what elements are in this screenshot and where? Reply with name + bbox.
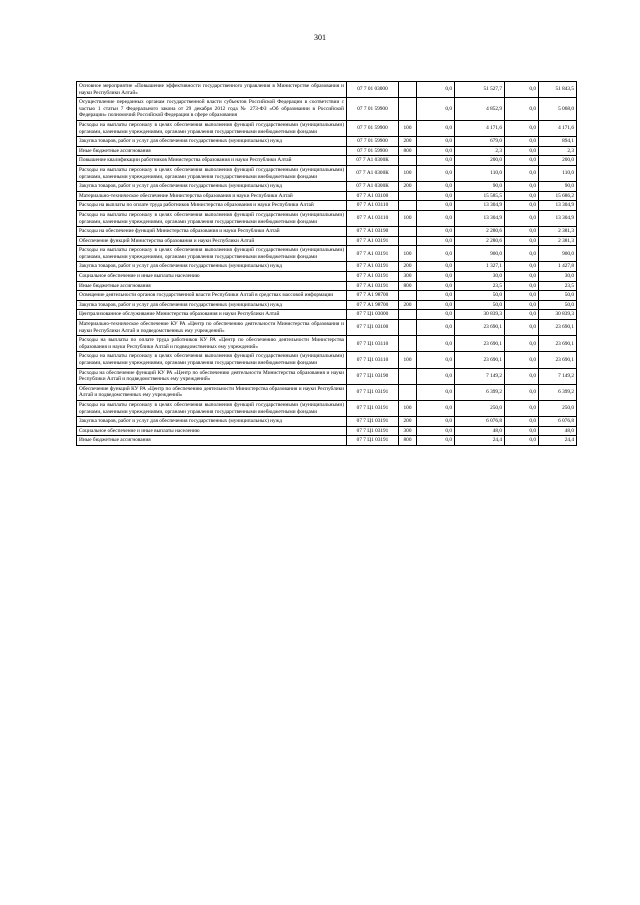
row-value-4-cell: 250,0 xyxy=(539,400,577,416)
row-value-3-cell: 0,0 xyxy=(505,368,539,384)
row-value-4-cell: 900,0 xyxy=(539,246,577,262)
row-value-1-cell: 0,0 xyxy=(417,400,455,416)
table-row xyxy=(77,165,577,181)
row-code-cell: 07 7 А1 0300К xyxy=(347,182,399,192)
table-row xyxy=(77,426,577,436)
row-expense-type-cell xyxy=(399,156,417,166)
row-value-4-cell: 90,0 xyxy=(539,182,577,192)
row-name-cell: Иные бюджетные ассигнования xyxy=(77,146,347,156)
row-expense-type-cell: 100 xyxy=(399,246,417,262)
row-code-cell: 07 7 01 03000 xyxy=(347,82,399,98)
table-row xyxy=(77,210,577,226)
row-expense-type-cell xyxy=(399,236,417,246)
row-value-4-cell: 51 843,5 xyxy=(539,82,577,98)
row-expense-type-cell xyxy=(399,201,417,211)
table-row xyxy=(77,120,577,136)
row-name-cell: Основное мероприятие «Повышение эффективности государственного управления в Министерстве образования и науки Республики Алтай» xyxy=(77,82,347,98)
table-row xyxy=(77,82,577,98)
row-code-cell: 07 7 А1 0300К xyxy=(347,165,399,181)
row-code-cell: 07 7 А1 03191 xyxy=(347,262,399,272)
table-row xyxy=(77,156,577,166)
row-value-3-cell: 0,0 xyxy=(505,146,539,156)
row-value-4-cell: 30 839,3 xyxy=(539,310,577,320)
row-value-2-cell: 15 585,5 xyxy=(455,191,505,201)
row-value-1-cell: 0,0 xyxy=(417,165,455,181)
row-code-cell: 07 7 А1 98700 xyxy=(347,300,399,310)
row-value-2-cell: 51 527,7 xyxy=(455,82,505,98)
row-value-3-cell: 0,0 xyxy=(505,227,539,237)
row-expense-type-cell: 300 xyxy=(399,272,417,282)
row-code-cell: 07 7 А1 03191 xyxy=(347,272,399,282)
row-value-3-cell: 0,0 xyxy=(505,384,539,400)
row-code-cell: 07 7 Ц1 03191 xyxy=(347,426,399,436)
row-value-2-cell: 30,0 xyxy=(455,272,505,282)
table-row xyxy=(77,236,577,246)
table-row xyxy=(77,262,577,272)
row-code-cell: 07 7 А1 03110 xyxy=(347,201,399,211)
row-name-cell: Освещение деятельности органов государственной власти Республики Алтай в средствах массовой информации xyxy=(77,291,347,301)
row-value-2-cell: 24,4 xyxy=(455,436,505,446)
table-row xyxy=(77,191,577,201)
table-row xyxy=(77,272,577,282)
row-value-2-cell: 13 304,9 xyxy=(455,201,505,211)
table-row xyxy=(77,291,577,301)
row-code-cell: 07 7 01 59900 xyxy=(347,120,399,136)
row-value-1-cell: 0,0 xyxy=(417,352,455,368)
row-value-3-cell: 0,0 xyxy=(505,210,539,226)
row-expense-type-cell: 100 xyxy=(399,210,417,226)
row-code-cell: 07 7 01 59900 xyxy=(347,98,399,121)
row-expense-type-cell xyxy=(399,227,417,237)
row-name-cell: Иные бюджетные ассигнования xyxy=(77,436,347,446)
row-value-2-cell: 900,0 xyxy=(455,246,505,262)
row-expense-type-cell xyxy=(399,98,417,121)
row-code-cell: 07 7 А1 03100 xyxy=(347,191,399,201)
row-name-cell: Расходы на выплаты персоналу в целях обеспечения выполнения функций государственными (муниципальными) органами, казенными учреждениями, органами управления государственными внебюджетными фондами xyxy=(77,210,347,226)
row-value-4-cell: 23 690,1 xyxy=(539,336,577,352)
row-name-cell: Расходы на выплаты персоналу в целях обеспечения выполнения функций государственными (муниципальными) органами, казенными учреждениями, органами управления государственными внебюджетными фондами xyxy=(77,400,347,416)
table-row xyxy=(77,300,577,310)
row-code-cell: 07 7 01 59900 xyxy=(347,146,399,156)
table-row xyxy=(77,246,577,262)
table-row xyxy=(77,310,577,320)
row-value-2-cell: 1 327,1 xyxy=(455,262,505,272)
row-value-1-cell: 0,0 xyxy=(417,146,455,156)
row-expense-type-cell xyxy=(399,368,417,384)
row-expense-type-cell xyxy=(399,310,417,320)
table-row xyxy=(77,98,577,121)
row-value-2-cell: 50,0 xyxy=(455,291,505,301)
row-value-1-cell: 0,0 xyxy=(417,98,455,121)
row-name-cell: Закупка товаров, работ и услуг для обеспечения государственных (муниципальных) нужд xyxy=(77,262,347,272)
row-value-1-cell: 0,0 xyxy=(417,300,455,310)
row-value-1-cell: 0,0 xyxy=(417,384,455,400)
row-value-4-cell: 4 171,6 xyxy=(539,120,577,136)
row-name-cell: Социальное обеспечение и иные выплаты населению xyxy=(77,272,347,282)
row-name-cell: Расходы на выплаты персоналу в целях обеспечения выполнения функций государственными (муниципальными) органами, казенными учреждениями, органами управления государственными внебюджетными фондами xyxy=(77,120,347,136)
row-value-1-cell: 0,0 xyxy=(417,201,455,211)
row-value-3-cell: 0,0 xyxy=(505,352,539,368)
row-name-cell: Иные бюджетные ассигнования xyxy=(77,281,347,291)
row-expense-type-cell xyxy=(399,191,417,201)
row-value-2-cell: 2 280,6 xyxy=(455,236,505,246)
row-value-2-cell: 679,0 xyxy=(455,137,505,147)
row-name-cell: Социальное обеспечение и иные выплаты населению xyxy=(77,426,347,436)
row-value-4-cell: 2 381,3 xyxy=(539,227,577,237)
row-value-3-cell: 0,0 xyxy=(505,436,539,446)
row-value-1-cell: 0,0 xyxy=(417,236,455,246)
row-code-cell: 07 7 Ц1 03191 xyxy=(347,417,399,427)
row-expense-type-cell xyxy=(399,384,417,400)
row-code-cell: 07 7 Ц1 03191 xyxy=(347,436,399,446)
row-expense-type-cell xyxy=(399,336,417,352)
row-value-1-cell: 0,0 xyxy=(417,426,455,436)
row-value-4-cell: 5 068,0 xyxy=(539,98,577,121)
row-name-cell: Закупка товаров, работ и услуг для обеспечения государственных (муниципальных) нужд xyxy=(77,300,347,310)
row-value-1-cell: 0,0 xyxy=(417,281,455,291)
row-value-1-cell: 0,0 xyxy=(417,262,455,272)
row-value-1-cell: 0,0 xyxy=(417,291,455,301)
table-row xyxy=(77,146,577,156)
row-value-3-cell: 0,0 xyxy=(505,320,539,336)
row-value-1-cell: 0,0 xyxy=(417,210,455,226)
row-value-4-cell: 2 381,3 xyxy=(539,236,577,246)
row-name-cell: Материально-техническое обеспечение Министерства образования и науки Республики Алтай xyxy=(77,191,347,201)
row-value-3-cell: 0,0 xyxy=(505,281,539,291)
table-row xyxy=(77,201,577,211)
row-value-2-cell: 2,3 xyxy=(455,146,505,156)
row-value-1-cell: 0,0 xyxy=(417,182,455,192)
row-expense-type-cell: 200 xyxy=(399,417,417,427)
row-name-cell: Повышение квалификации работников Министерства образования и науки Республики Алтай xyxy=(77,156,347,166)
table-row xyxy=(77,400,577,416)
row-expense-type-cell: 200 xyxy=(399,137,417,147)
row-code-cell: 07 7 Ц1 03100 xyxy=(347,320,399,336)
row-value-4-cell: 23 690,1 xyxy=(539,320,577,336)
row-name-cell: Расходы на выплаты персоналу в целях обеспечения выполнения функций государственными (муниципальными) органами, казенными учреждениями, органами управления государственными внебюджетными фондами xyxy=(77,246,347,262)
table-row xyxy=(77,336,577,352)
row-value-2-cell: 13 304,9 xyxy=(455,210,505,226)
row-value-3-cell: 0,0 xyxy=(505,137,539,147)
row-value-2-cell: 23,5 xyxy=(455,281,505,291)
row-expense-type-cell xyxy=(399,320,417,336)
row-value-4-cell: 24,4 xyxy=(539,436,577,446)
row-code-cell: 07 7 Ц1 03000 xyxy=(347,310,399,320)
row-value-3-cell: 0,0 xyxy=(505,165,539,181)
row-code-cell: 07 7 Ц1 03191 xyxy=(347,400,399,416)
row-value-3-cell: 0,0 xyxy=(505,246,539,262)
row-value-4-cell: 110,0 xyxy=(539,165,577,181)
row-name-cell: Обеспечение функций Министерства образования и науки Республики Алтай xyxy=(77,236,347,246)
table-row xyxy=(77,182,577,192)
row-name-cell: Расходы на выплаты по оплате труда работников Министерства образования и науки Республики Алтай xyxy=(77,201,347,211)
row-value-2-cell: 250,0 xyxy=(455,400,505,416)
row-value-3-cell: 0,0 xyxy=(505,426,539,436)
row-value-4-cell: 6 076,8 xyxy=(539,417,577,427)
row-name-cell: Расходы на обеспечение функций Министерства образования и науки Республики Алтай xyxy=(77,227,347,237)
row-value-1-cell: 0,0 xyxy=(417,336,455,352)
row-expense-type-cell: 800 xyxy=(399,146,417,156)
row-name-cell: Закупка товаров, работ и услуг для обеспечения государственных (муниципальных) нужд xyxy=(77,137,347,147)
row-value-2-cell: 23 690,1 xyxy=(455,320,505,336)
row-value-4-cell: 13 304,9 xyxy=(539,201,577,211)
row-value-3-cell: 0,0 xyxy=(505,156,539,166)
row-expense-type-cell: 100 xyxy=(399,120,417,136)
row-name-cell: Закупка товаров, работ и услуг для обеспечения государственных (муниципальных) нужд xyxy=(77,417,347,427)
table-row xyxy=(77,320,577,336)
row-value-4-cell: 23 690,1 xyxy=(539,352,577,368)
row-name-cell: Расходы на выплаты персоналу в целях обеспечения выполнения функций государственными (муниципальными) органами, казенными учреждениями, органами управления государственными внебюджетными фондами xyxy=(77,165,347,181)
row-value-3-cell: 0,0 xyxy=(505,272,539,282)
row-value-1-cell: 0,0 xyxy=(417,227,455,237)
row-value-2-cell: 90,0 xyxy=(455,182,505,192)
row-value-2-cell: 50,0 xyxy=(455,300,505,310)
row-value-2-cell: 200,0 xyxy=(455,156,505,166)
table-row xyxy=(77,417,577,427)
row-value-4-cell: 48,0 xyxy=(539,426,577,436)
row-value-4-cell: 200,0 xyxy=(539,156,577,166)
row-value-1-cell: 0,0 xyxy=(417,320,455,336)
row-code-cell: 07 7 А1 03110 xyxy=(347,210,399,226)
row-code-cell: 07 7 01 59900 xyxy=(347,137,399,147)
row-code-cell: 07 7 Ц1 03110 xyxy=(347,352,399,368)
row-value-3-cell: 0,0 xyxy=(505,300,539,310)
row-expense-type-cell: 300 xyxy=(399,426,417,436)
row-value-4-cell: 894,1 xyxy=(539,137,577,147)
row-expense-type-cell: 200 xyxy=(399,300,417,310)
row-value-1-cell: 0,0 xyxy=(417,310,455,320)
row-value-4-cell: 6 399,2 xyxy=(539,384,577,400)
row-value-2-cell: 23 690,1 xyxy=(455,352,505,368)
row-value-4-cell: 1 427,8 xyxy=(539,262,577,272)
row-value-2-cell: 23 690,1 xyxy=(455,336,505,352)
row-code-cell: 07 7 А1 98700 xyxy=(347,291,399,301)
row-value-3-cell: 0,0 xyxy=(505,417,539,427)
row-value-1-cell: 0,0 xyxy=(417,137,455,147)
row-code-cell: 07 7 А1 03190 xyxy=(347,227,399,237)
row-value-4-cell: 15 686,2 xyxy=(539,191,577,201)
row-value-2-cell: 2 280,6 xyxy=(455,227,505,237)
row-value-4-cell: 2,3 xyxy=(539,146,577,156)
table-row xyxy=(77,436,577,446)
row-expense-type-cell xyxy=(399,291,417,301)
row-value-3-cell: 0,0 xyxy=(505,236,539,246)
row-value-3-cell: 0,0 xyxy=(505,310,539,320)
row-expense-type-cell: 800 xyxy=(399,281,417,291)
table-body xyxy=(77,82,577,446)
row-value-3-cell: 0,0 xyxy=(505,191,539,201)
row-expense-type-cell: 200 xyxy=(399,182,417,192)
row-name-cell: Расходы на выплаты персоналу в целях обеспечения выполнения функций государственными (муниципальными) органами, казенными учреждениями, органами управления государственными внебюджетными фондами xyxy=(77,352,347,368)
row-value-4-cell: 50,0 xyxy=(539,291,577,301)
row-name-cell: Материально-техническое обеспечение КУ РА «Центр по обеспечению деятельности Министерства образования и науки Республики Алтай и подведомственных ему учреждений» xyxy=(77,320,347,336)
table-row xyxy=(77,227,577,237)
row-name-cell: Расходы на выплаты по оплате труда работников КУ РА «Центр по обеспечению деятельности Министерства образования и науки Республики Алтай и подведомственных ему учреждений» xyxy=(77,336,347,352)
row-value-2-cell: 6 076,8 xyxy=(455,417,505,427)
table-row xyxy=(77,137,577,147)
row-value-3-cell: 0,0 xyxy=(505,291,539,301)
row-value-2-cell: 7 149,2 xyxy=(455,368,505,384)
row-expense-type-cell: 100 xyxy=(399,400,417,416)
table-row xyxy=(77,352,577,368)
row-code-cell: 07 7 Ц1 03190 xyxy=(347,368,399,384)
row-value-3-cell: 0,0 xyxy=(505,400,539,416)
row-value-3-cell: 0,0 xyxy=(505,201,539,211)
row-value-3-cell: 0,0 xyxy=(505,182,539,192)
row-value-1-cell: 0,0 xyxy=(417,246,455,262)
row-value-3-cell: 0,0 xyxy=(505,120,539,136)
row-code-cell: 07 7 А1 03191 xyxy=(347,281,399,291)
row-expense-type-cell: 200 xyxy=(399,262,417,272)
row-value-4-cell: 13 304,9 xyxy=(539,210,577,226)
row-name-cell: Осуществление переданных органам государственной власти субъектов Российской Федерации в соответствии с частью 1 статьи 7 Федерального закона от 29 декабря 2012 года № 273-ФЗ «Об образовании в Российской Федерации» полномочий Российской Федерации в сфере образования xyxy=(77,98,347,121)
row-name-cell: Закупка товаров, работ и услуг для обеспечения государственных (муниципальных) нужд xyxy=(77,182,347,192)
row-value-1-cell: 0,0 xyxy=(417,417,455,427)
row-expense-type-cell: 100 xyxy=(399,352,417,368)
row-value-3-cell: 0,0 xyxy=(505,336,539,352)
row-value-1-cell: 0,0 xyxy=(417,82,455,98)
table-row xyxy=(77,368,577,384)
row-code-cell: 07 7 А1 03191 xyxy=(347,236,399,246)
row-value-1-cell: 0,0 xyxy=(417,272,455,282)
row-value-4-cell: 7 149,2 xyxy=(539,368,577,384)
row-name-cell: Централизованное обслуживание Министерства образования и науки Республики Алтай xyxy=(77,310,347,320)
row-value-2-cell: 48,0 xyxy=(455,426,505,436)
row-name-cell: Обеспечение функций КУ РА «Центр по обеспечению деятельности Министерства образования и науки Республики Алтай и подведомственных ему учреждений» xyxy=(77,384,347,400)
row-value-4-cell: 30,0 xyxy=(539,272,577,282)
page-number: 301 xyxy=(314,33,326,42)
table-row xyxy=(77,281,577,291)
row-code-cell: 07 7 Ц1 03191 xyxy=(347,384,399,400)
row-value-4-cell: 23,5 xyxy=(539,281,577,291)
row-value-2-cell: 4 852,9 xyxy=(455,98,505,121)
row-expense-type-cell: 100 xyxy=(399,165,417,181)
row-value-1-cell: 0,0 xyxy=(417,368,455,384)
row-code-cell: 07 7 А1 0300К xyxy=(347,156,399,166)
row-value-2-cell: 4 171,6 xyxy=(455,120,505,136)
row-name-cell: Расходы на обеспечение функций КУ РА «Центр по обеспечению деятельности Министерства образования и науки Республики Алтай и подведомственных ему учреждений» xyxy=(77,368,347,384)
table-row xyxy=(77,384,577,400)
row-value-3-cell: 0,0 xyxy=(505,82,539,98)
row-value-2-cell: 110,0 xyxy=(455,165,505,181)
row-value-2-cell: 30 839,3 xyxy=(455,310,505,320)
row-code-cell: 07 7 Ц1 03110 xyxy=(347,336,399,352)
row-value-1-cell: 0,0 xyxy=(417,120,455,136)
budget-table xyxy=(76,81,577,446)
row-value-3-cell: 0,0 xyxy=(505,262,539,272)
row-code-cell: 07 7 А1 03191 xyxy=(347,246,399,262)
row-value-1-cell: 0,0 xyxy=(417,191,455,201)
row-value-1-cell: 0,0 xyxy=(417,156,455,166)
row-expense-type-cell xyxy=(399,82,417,98)
row-value-3-cell: 0,0 xyxy=(505,98,539,121)
row-value-4-cell: 50,0 xyxy=(539,300,577,310)
row-value-2-cell: 6 399,2 xyxy=(455,384,505,400)
row-expense-type-cell: 800 xyxy=(399,436,417,446)
row-value-1-cell: 0,0 xyxy=(417,436,455,446)
